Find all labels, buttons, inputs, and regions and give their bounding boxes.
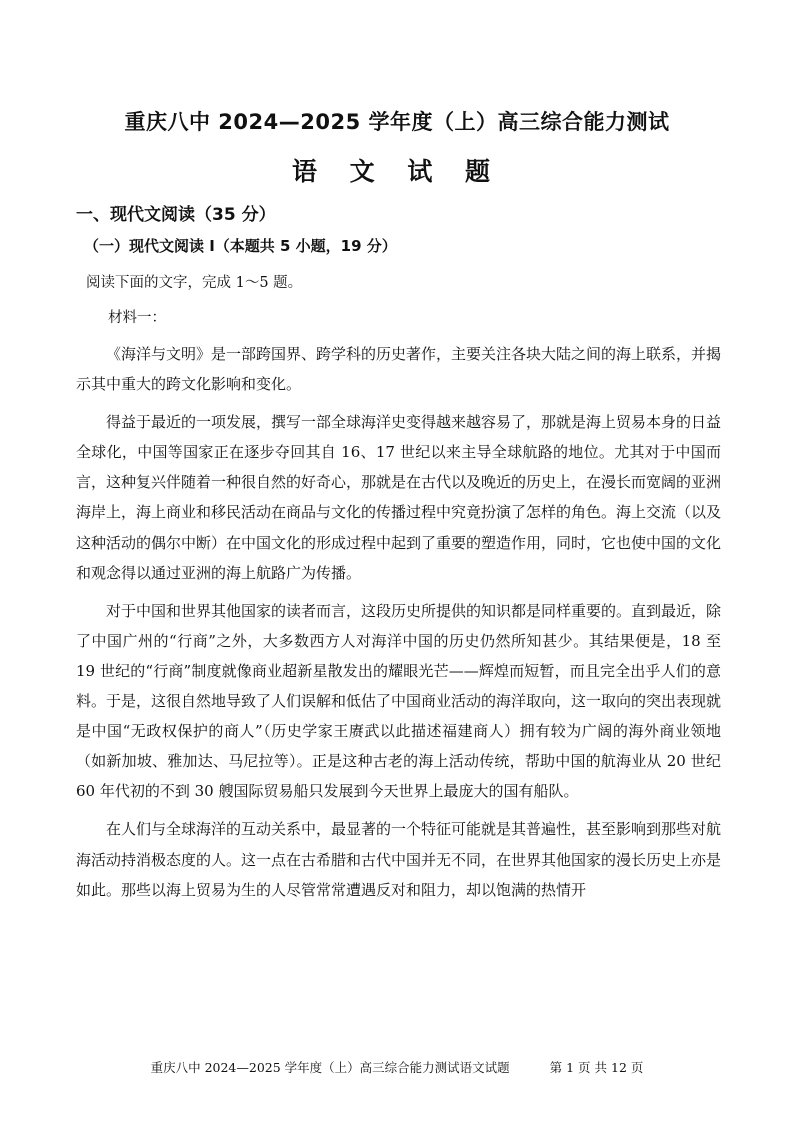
footer-exam-name: 重庆八中 2024—2025 学年度（上）高三综合能力测试语文试题 bbox=[150, 1060, 510, 1075]
material-label: 材料一： bbox=[108, 310, 166, 326]
passage-paragraph: 得益于最近的一项发展，撰写一部全球海洋史变得越来越容易了，那就是海上贸易本身的日益全球化，中国等国家正在逐步夺回其自 16、17 世纪以来主导全球航路的地位。尤其对于中国而言，这种复兴伴随着一种很自然的好奇心，那就是在古代以及晚近的历史上，在漫长而宽阔的亚洲海岸上，海上商业和移民活动在商品与文化的传播过程中究竟扮演了怎样的角色。海上交流（以及这种活动的偶尔中断）在中国文化的形成过程中起到了重要的塑造作用，同时，它也使中国的文化和观念得以通过亚洲的海上航路广为传播。 bbox=[76, 413, 722, 582]
footer-page-number: 第 1 页 共 12 页 bbox=[549, 1060, 644, 1075]
exam-title: 重庆八中 2024—2025 学年度（上）高三综合能力测试 bbox=[124, 110, 670, 134]
passage-paragraph: 《海洋与文明》是一部跨国界、跨学科的历史著作，主要关注各块大陆之间的海上联系，并揭示其中重大的跨文化影响和变化。 bbox=[76, 345, 722, 394]
page-footer bbox=[0, 1058, 794, 1076]
reading-instruction: 阅读下面的文字，完成 1～5 题。 bbox=[86, 275, 303, 291]
passage-body bbox=[76, 339, 721, 913]
section-heading-part1: 一、现代文阅读（35 分） bbox=[76, 205, 276, 225]
subject-title: 语 文 试 题 bbox=[291, 157, 503, 186]
passage-paragraph: 对于中国和世界其他国家的读者而言，这段历史所提供的知识都是同样重要的。直到最近，除了中国广州的“行商”之外，大多数西方人对海洋中国的历史仍然所知甚少。其结果便是，18 至 19 世纪的“行商”制度就像商业超新星散发出的耀眼光芒——辉煌而短暂，而且完全出乎人们的意料。于是，这很自然地导致了人们误解和低估了中国商业活动的海洋取向，这一取向的突出表现就是中国“无政权保护的商人”（历史学家王赓武以此描述福建商人）拥有较为广阔的海外商业领地（如新加坡、雅加达、马尼拉等）。正是这种古老的海上活动传统，帮助中国的航海业从 20 世纪 60 年代初的不到 30 艘国际贸易船只发展到今天世界上最庞大的国有船队。 bbox=[76, 601, 722, 801]
passage-paragraph: 在人们与全球海洋的互动关系中，最显著的一个特征可能就是其普遍性，甚至影响到那些对航海活动持消极态度的人。这一点在古希腊和古代中国并无不同，在世界其他国家的漫长历史上亦是如此。那些以海上贸易为生的人尽管常常遭遇反对和阻力，却以饱满的热情开 bbox=[76, 820, 722, 899]
subsection-heading: （一）现代文阅读 I（本题共 5 小题，19 分） bbox=[84, 237, 397, 255]
